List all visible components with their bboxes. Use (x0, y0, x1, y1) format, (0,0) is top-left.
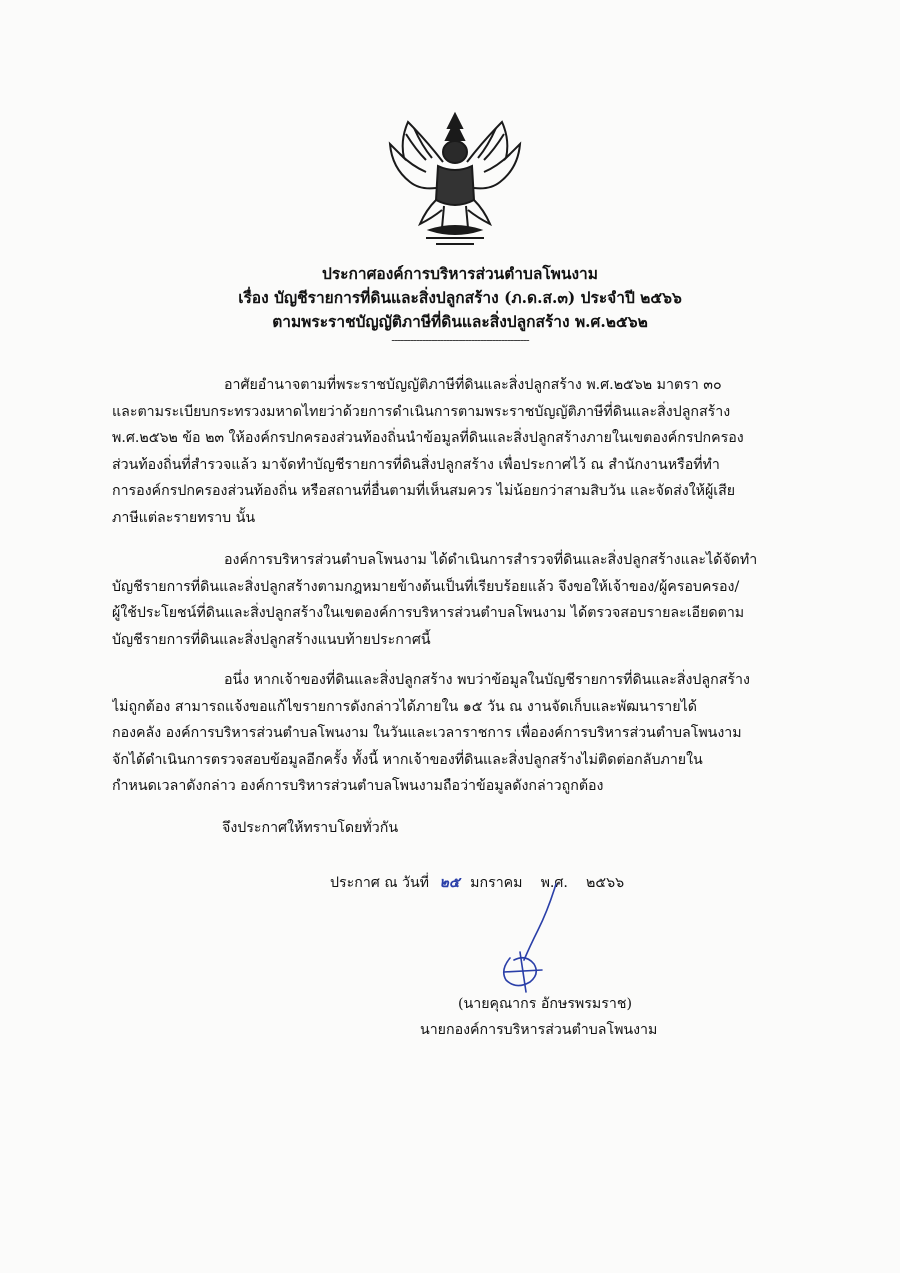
title-divider: --------------------------------------------- (391, 333, 529, 347)
paragraph-authority (112, 372, 802, 531)
paragraph-correction (112, 667, 802, 800)
announcement-date (330, 872, 624, 894)
paragraph-line: บัญชีรายการที่ดินและสิ่งปลูกสร้างตามกฎหมายข้างต้นเป็นที่เรียบร้อยแล้ว จึงขอให้เจ้าของ/ผู้ครอบครอง/ (112, 578, 740, 595)
paragraph-line: บัญชีรายการที่ดินและสิ่งปลูกสร้างแนบท้ายประกาศนี้ (112, 631, 431, 648)
paragraph-line: ไม่ถูกต้อง สามารถแจ้งขอแก้ไขรายการดังกล่าวได้ภายใน ๑๕ วัน ณ งานจัดเก็บและพัฒนารายได้ (112, 698, 697, 715)
signer-title: นายกองค์การบริหารส่วนตำบลโพนงาม (420, 1022, 658, 1038)
date-year: ๒๕๖๖ (586, 875, 625, 891)
paragraph-line: การองค์กรปกครองส่วนท้องถิ่น หรือสถานที่อื่นตามที่เห็นสมควร ไม่น้อยกว่าสามสิบวัน และจัดส่งให้ผู้เสีย (112, 483, 736, 499)
handwritten-signature (490, 880, 560, 1000)
closing-statement: จึงประกาศให้ทราบโดยทั่วกัน (222, 820, 399, 836)
title-subject-line: เรื่อง บัญชีรายการที่ดินและสิ่งปลูกสร้าง (ภ.ด.ส.๓) ประจำปี ๒๕๖๖ (238, 288, 682, 307)
paragraph-line: จักได้ดำเนินการตรวจสอบข้อมูลอีกครั้ง ทั้งนี้ หากเจ้าของที่ดินและสิ่งปลูกสร้างไม่ติดต่อกลับภายใน (112, 751, 703, 768)
date-day: ๒๕ (439, 875, 460, 891)
date-prefix: ประกาศ ณ วันที่ (330, 875, 430, 891)
paragraph-line: อนึ่ง หากเจ้าของที่ดินและสิ่งปลูกสร้าง พบว่าข้อมูลในบัญชีรายการที่ดินและสิ่งปลูกสร้าง (224, 672, 750, 688)
garuda-emblem-icon (386, 110, 524, 250)
paragraph-line: พ.ศ.๒๕๖๒ ข้อ ๒๓ ให้องค์กรปกครองส่วนท้องถิ่นนำข้อมูลที่ดินและสิ่งปลูกสร้างภายในเขตองค์กรปกครอง (112, 430, 744, 446)
title-org-line: ประกาศองค์การบริหารส่วนตำบลโพนงาม (322, 264, 598, 283)
announcement-title (100, 262, 820, 346)
date-year-label: พ.ศ. (540, 875, 568, 891)
paragraph-line: ภาษีแต่ละรายทราบ นั้น (112, 509, 256, 526)
paragraph-line: อาศัยอำนาจตามที่พระราชบัญญัติภาษีที่ดินและสิ่งปลูกสร้าง พ.ศ.๒๕๖๒ มาตรา ๓๐ (224, 377, 722, 393)
paragraph-line: ผู้ใช้ประโยชน์ที่ดินและสิ่งปลูกสร้างในเขตองค์การบริหารส่วนตำบลโพนงาม ได้ตรวจสอบรายละเอียดตาม (112, 605, 745, 621)
paragraph-line: ส่วนท้องถิ่นที่สำรวจแล้ว มาจัดทำบัญชีรายการที่ดินสิ่งปลูกสร้าง เพื่อประกาศไว้ ณ สำนักงานหรือที่ทำ (112, 456, 720, 473)
paragraph-survey (112, 547, 802, 653)
paragraph-line: กองคลัง องค์การบริหารส่วนตำบลโพนงาม ในวันและเวลาราชการ เพื่อองค์การบริหารส่วนตำบลโพนงาม (112, 725, 742, 741)
paragraph-line: และตามระเบียบกระทรวงมหาดไทยว่าด้วยการดำเนินการตามพระราชบัญญัติภาษีที่ดินและสิ่งปลูกสร้าง (112, 403, 731, 420)
paragraph-line: องค์การบริหารส่วนตำบลโพนงาม ได้ดำเนินการสำรวจที่ดินและสิ่งปลูกสร้างและได้จัดทำ (224, 552, 758, 568)
signer-name: (นายคุณากร อักษรพรมราช) (458, 996, 633, 1012)
paragraph-line: กำหนดเวลาดังกล่าว องค์การบริหารส่วนตำบลโพนงามถือว่าข้อมูลดังกล่าวถูกต้อง (112, 778, 604, 794)
title-law-line: ตามพระราชบัญญัติภาษีที่ดินและสิ่งปลูกสร้าง พ.ศ.๒๕๖๒ (272, 312, 648, 331)
date-month: มกราคม (470, 875, 523, 891)
